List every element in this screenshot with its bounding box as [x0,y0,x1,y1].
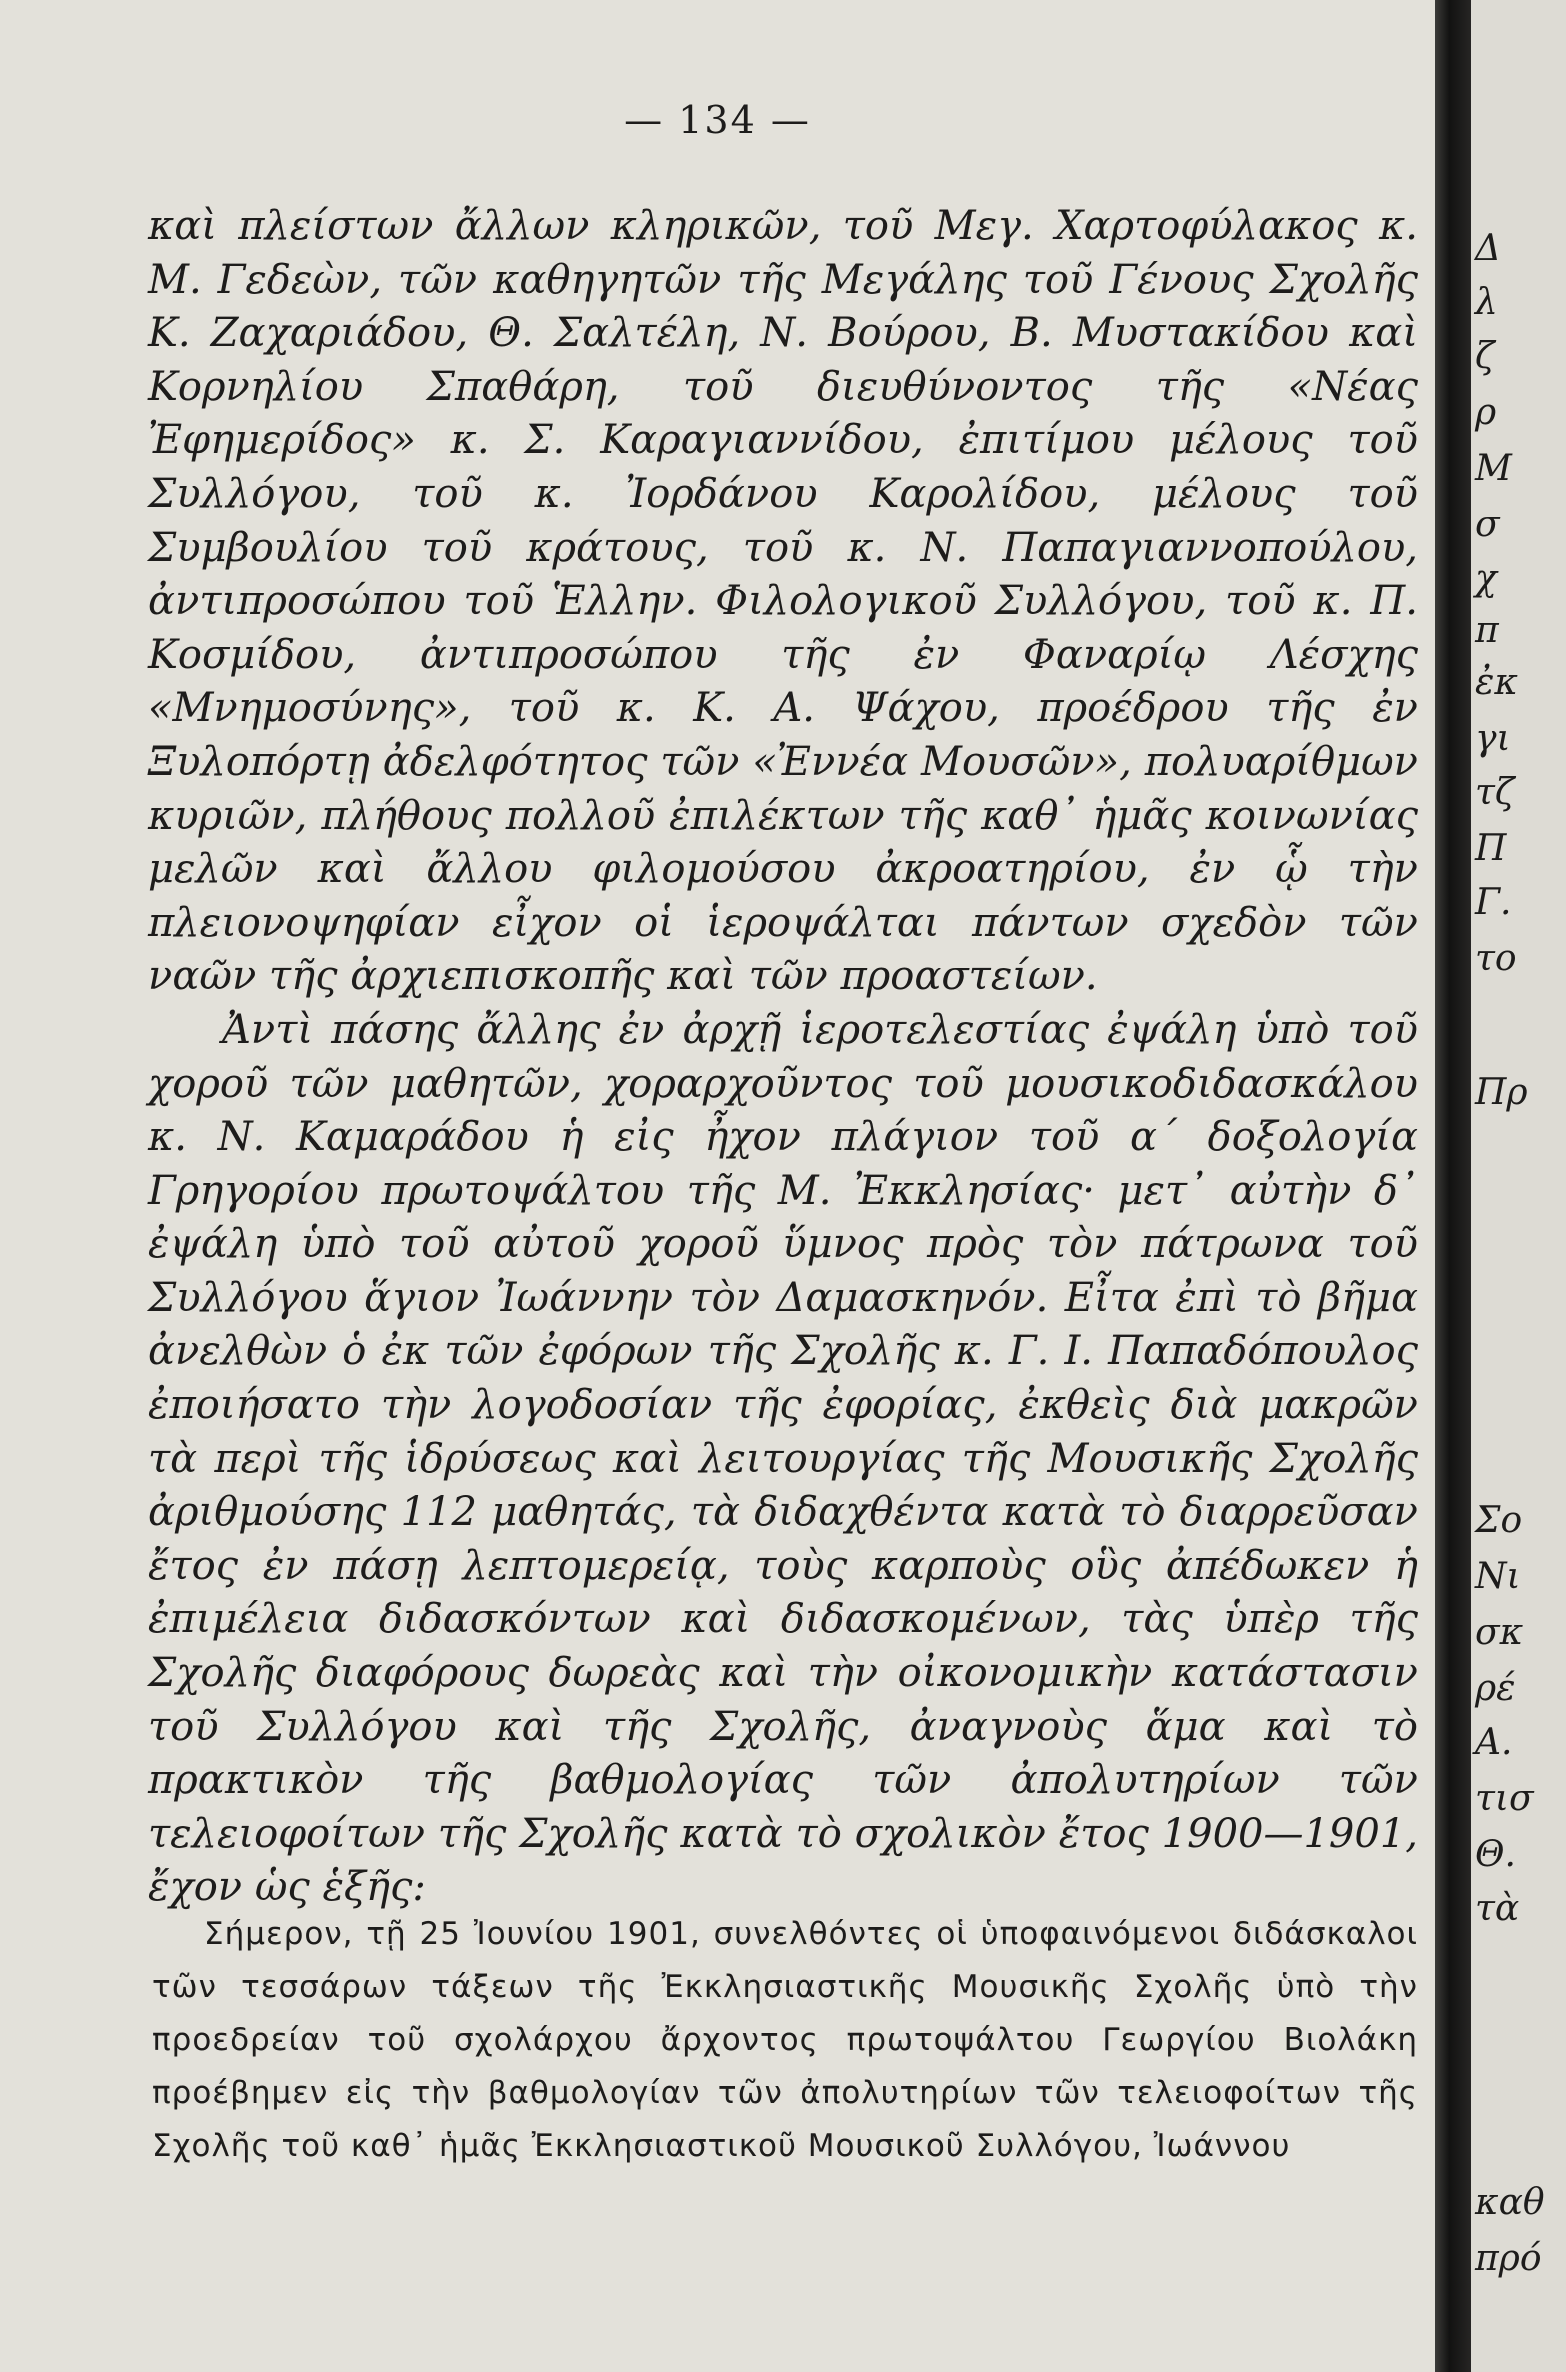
next-page-fragment: τισ [1475,1778,1534,1819]
next-page-fragment: Θ. [1475,1834,1516,1875]
next-page-fragment: Α. [1475,1722,1513,1763]
next-page-fragment: Μ [1475,448,1512,489]
page-number: — 134 — [624,98,811,142]
next-page-fragment: γι [1475,718,1511,759]
next-page-fragment: Πρ [1475,1072,1528,1113]
next-page-fragment: χ [1475,558,1497,599]
next-page-fragment: Σο [1475,1500,1523,1541]
next-page-fragment: σ [1475,504,1500,545]
next-page-edge [1471,0,1566,2372]
body-text [148,200,1418,1915]
next-page-fragment: Π [1475,828,1507,869]
next-page-fragment: Γ. [1475,882,1512,923]
next-page-fragment: τὰ [1475,1888,1520,1929]
minutes-text: Σήμερον, τῇ 25 Ἰουνίου 1901, συνελθόντες οἱ ὑποφαινόμενοι διδάσκαλοι τῶν τεσσάρων τάξεων τῆς Ἐκκλησιαστικῆς Μουσικῆς Σχολῆς ὑπὸ τὴν προεδρείαν τοῦ σχολάρχου ἄρχοντος πρωτοψάλτου Γεωργίου Βιολάκη προέβημεν εἰς τὴν βαθμολογίαν τῶν ἀπολυτηρίων τῶν τελειοφοίτων τῆς Σχολῆς τοῦ καθ᾽ ἡμᾶς Ἐκκλησιαστικοῦ Μουσικοῦ Συλλόγου, Ἰωάννου [152,1916,1418,2164]
next-page-fragment: Νι [1475,1556,1521,1597]
paragraph-1: καὶ πλείστων ἄλλων κληρικῶν, τοῦ Μεγ. Χαρτοφύλακος κ. Μ. Γεδεὼν, τῶν καθηγητῶν τῆς Μεγάλης τοῦ Γένους Σχολῆς Κ. Ζαχαριάδου, Θ. Σαλτέλη, Ν. Βούρου, Β. Μυστακίδου καὶ Κορνηλίου Σπαθάρη, τοῦ διευθύνοντος τῆς «Νέας Ἐφημερίδος» κ. Σ. Καραγιαννίδου, ἐπιτίμου μέλους τοῦ Συλλόγου, τοῦ κ. Ἰορδάνου Καρολίδου, μέλους τοῦ Συμβουλίου τοῦ κράτους, τοῦ κ. Ν. Παπαγιαννοπούλου, ἀντιπροσώπου τοῦ Ἑλλην. Φιλολογικοῦ Συλλόγου, τοῦ κ. Π. Κοσμίδου, ἀντιπροσώπου τῆς ἐν Φαναρίῳ Λέσχης «Μνημοσύνης», τοῦ κ. Κ. Α. Ψάχου, προέδρου τῆς ἐν Ξυλοπόρτῃ ἀδελφότητος τῶν «Ἐννέα Μουσῶν», πολυαρίθμων κυριῶν, πλήθους πολλοῦ ἐπιλέκτων τῆς καθ᾽ ἡμᾶς κοινωνίας μελῶν καὶ ἄλλου φιλομούσου ἀκροατηρίου, ἐν ᾧ τὴν πλειονοψηφίαν εἶχον οἱ ἱεροψάλται πάντων σχεδὸν τῶν ναῶν τῆς ἀρχιεπισκοπῆς καὶ τῶν προαστείων. [148,203,1418,1000]
next-page-fragment: Δ [1475,228,1501,269]
next-page-fragment: ἐκ [1475,662,1518,703]
next-page-fragment: ρ [1475,392,1497,433]
next-page-fragment: το [1475,938,1517,979]
next-page-fragment: π [1475,610,1499,651]
next-page-fragment: σκ [1475,1612,1524,1653]
next-page-fragment: ζ [1475,336,1495,377]
next-page-fragment: ρέ [1475,1668,1516,1709]
next-page-fragment: καθ [1475,2182,1545,2223]
minutes-excerpt [152,1908,1418,2173]
book-gutter [1435,0,1471,2372]
paragraph-2: Ἀντὶ πάσης ἄλλης ἐν ἀρχῇ ἱεροτελεστίας ἐψάλη ὑπὸ τοῦ χοροῦ τῶν μαθητῶν, χοραρχοῦντος τοῦ μουσικοδιδασκάλου κ. Ν. Καμαράδου ἡ εἰς ἦχον πλάγιον τοῦ α´ δοξολογία Γρηγορίου πρωτοψάλτου τῆς Μ. Ἐκκλησίας· μετ᾽ αὐτὴν δ᾽ ἐψάλη ὑπὸ τοῦ αὐτοῦ χοροῦ ὕμνος πρὸς τὸν πάτρωνα τοῦ Συλλόγου ἅγιον Ἰωάννην τὸν Δαμασκηνόν. Εἶτα ἐπὶ τὸ βῆμα ἀνελθὼν ὁ ἐκ τῶν ἐφόρων τῆς Σχολῆς κ. Γ. Ι. Παπαδόπουλος ἐποιήσατο τὴν λογοδοσίαν τῆς ἐφορίας, ἐκθεὶς διὰ μακρῶν τὰ περὶ τῆς ἱδρύσεως καὶ λειτουργίας τῆς Μουσικῆς Σχολῆς ἀριθμούσης 112 μαθητάς, τὰ διδαχθέντα κατὰ τὸ διαρρεῦσαν ἔτος ἐν πάσῃ λεπτομερείᾳ, τοὺς καρποὺς οὓς ἀπέδωκεν ἡ ἐπιμέλεια διδασκόντων καὶ διδασκομένων, τὰς ὑπὲρ τῆς Σχολῆς διαφόρους δωρεὰς καὶ τὴν οἰκονομικὴν κατάστασιν τοῦ Συλλόγου καὶ τῆς Σχολῆς, ἀναγνοὺς ἅμα καὶ τὸ πρακτικὸν τῆς βαθμολογίας τῶν ἀπολυτηρίων τῶν τελειοφοίτων τῆς Σχολῆς κατὰ τὸ σχολικὸν ἔτος 1900—1901, ἔχον ὡς ἑξῆς: [148,1006,1418,1911]
next-page-fragment: τζ [1475,772,1515,813]
next-page-fragment: πρό [1475,2238,1542,2279]
next-page-fragment: λ [1475,282,1498,323]
